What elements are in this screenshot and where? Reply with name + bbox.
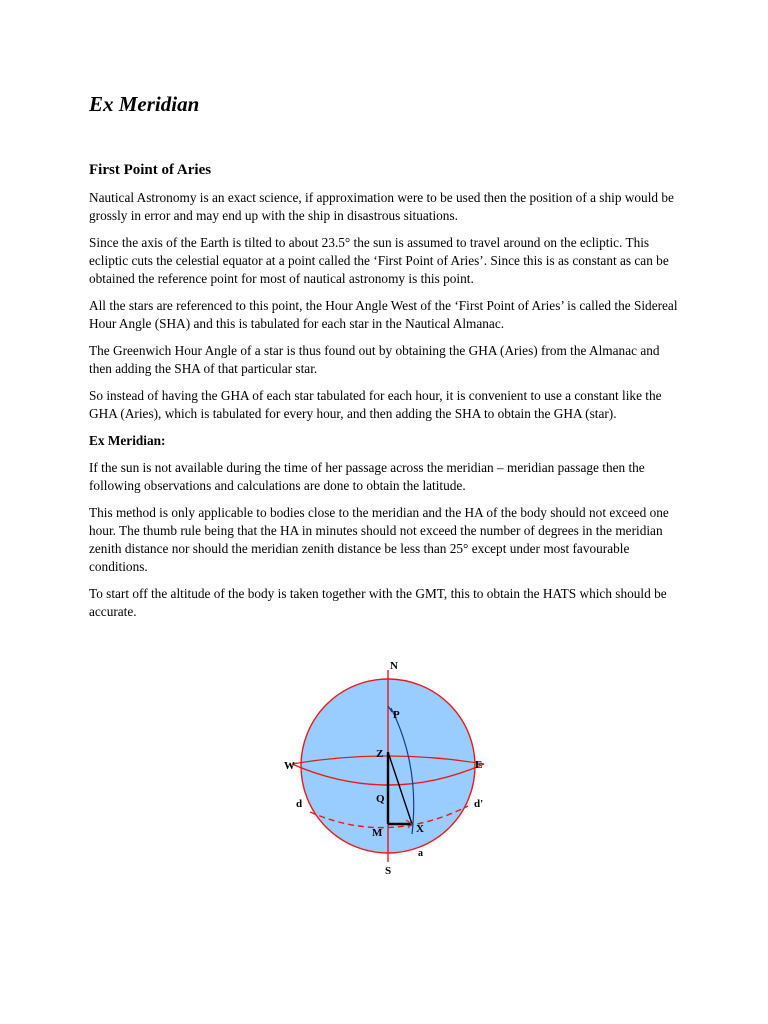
label-w: W	[284, 760, 295, 772]
label-m: M	[372, 827, 383, 839]
page-title: Ex Meridian	[89, 92, 200, 116]
paragraph: Nautical Astronomy is an exact science, if approximation were to be used then the position of a ship would be grossly in error and may end up with the ship in disastrous situations.	[89, 190, 674, 223]
sub-heading: Ex Meridian:	[89, 433, 166, 448]
paragraph: All the stars are referenced to this point, the Hour Angle West of the ‘First Point of Aries’ is called the Sidereal Hour Angle (SHA) and this is tabulated for each star in the Nautical Almanac.	[89, 298, 678, 331]
label-z: Z	[376, 748, 384, 760]
body-text	[89, 189, 679, 630]
label-p: P	[393, 709, 400, 721]
paragraph: So instead of having the GHA of each star tabulated for each hour, it is convenient to use a constant like the GHA (Aries), which is tabulated for every hour, and then adding the SHA to obtain the GHA (star).	[89, 388, 662, 421]
section-heading: First Point of Aries	[89, 162, 212, 178]
label-d-left: d	[296, 798, 303, 810]
paragraph: If the sun is not available during the time of her passage across the meridian – meridian passage then the following observations and calculations are done to obtain the latitude.	[89, 460, 645, 493]
label-d-right: d'	[474, 798, 484, 810]
label-q: Q	[376, 793, 385, 805]
label-n: N	[390, 660, 398, 672]
paragraph: The Greenwich Hour Angle of a star is thus found out by obtaining the GHA (Aries) from the Almanac and then adding the SHA of that particular star.	[89, 343, 660, 376]
label-a: a	[418, 848, 423, 859]
label-x: X	[416, 823, 424, 835]
celestial-sphere-diagram	[280, 656, 520, 886]
paragraph: To start off the altitude of the body is taken together with the GMT, this to obtain the HATS which should be accurate.	[89, 586, 667, 619]
label-s: S	[385, 865, 392, 877]
label-e: E	[475, 759, 483, 771]
paragraph: Since the axis of the Earth is tilted to about 23.5° the sun is assumed to travel around on the ecliptic. This ecliptic cuts the celestial equator at a point called the ‘First Point of Aries’. Since this is as constant as can be obtained the reference point for most of nautical astronomy is this point.	[89, 235, 669, 286]
paragraph: This method is only applicable to bodies close to the meridian and the HA of the body should not exceed one hour. The thumb rule being that the HA in minutes should not exceed the number of degrees in the meridian zenith distance nor should the meridian zenith distance be less than 25° except under most favourable conditions.	[89, 505, 669, 574]
